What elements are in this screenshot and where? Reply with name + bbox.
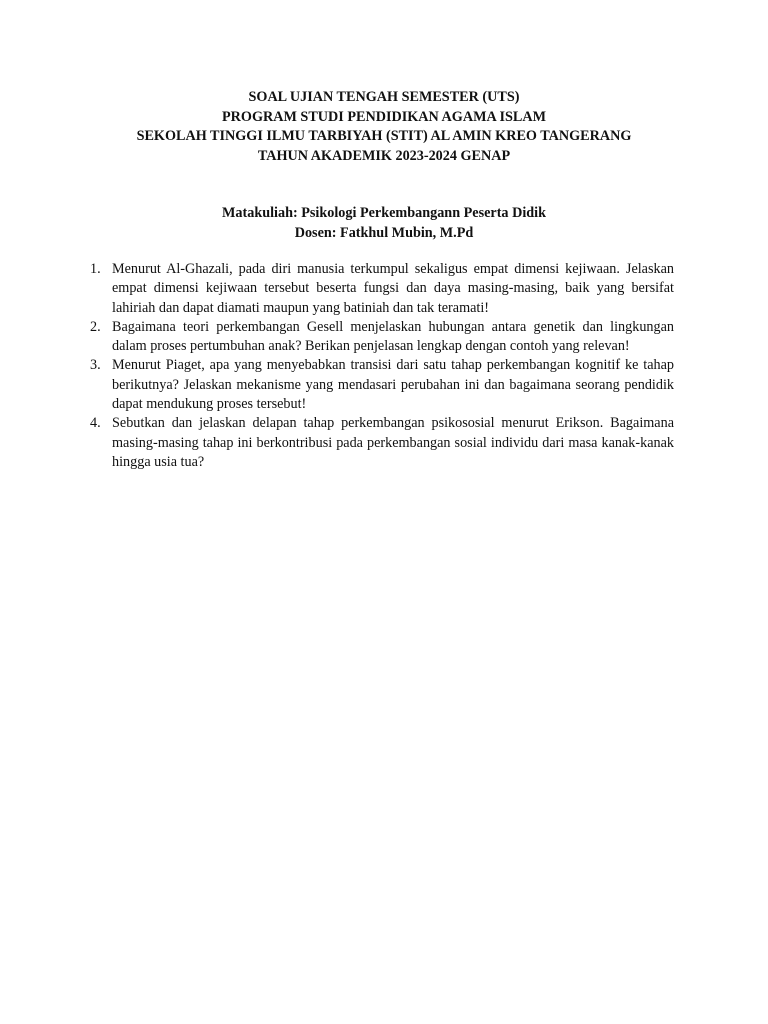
academic-year: TAHUN AKADEMIK 2023-2024 GENAP <box>257 147 511 164</box>
question-text: Bagaimana teori perkembangan Gesell menjelaskan hubungan antara genetik dan lingkungan dalam proses pertumbuhan anak? Berikan penjelasan lengkap dengan contoh yang relevan! <box>112 318 674 355</box>
question-text: Sebutkan dan jelaskan delapan tahap perkembangan psikososial menurut Erikson. Bagaimana masing-masing tahap ini berkontribusi pada perkembangan sosial individu dari masa kanak-kanak hingga usia tua? <box>112 415 674 470</box>
exam-header <box>0 88 768 166</box>
question-list <box>88 260 674 472</box>
institution-name: SEKOLAH TINGGI ILMU TARBIYAH (STIT) AL AMIN KREO TANGERANG <box>136 128 632 144</box>
study-program: PROGRAM STUDI PENDIDIKAN AGAMA ISLAM <box>222 108 546 125</box>
question-text: Menurut Piaget, apa yang menyebabkan transisi dari satu tahap perkembangan kognitif ke tahap berikutnya? Jelaskan mekanisme yang mendasari perubahan ini dan bagaimana seorang pendidik dapat mendukung proses tersebut! <box>112 357 674 413</box>
course-info <box>0 203 768 243</box>
question-number: 4. <box>90 415 101 432</box>
list-item <box>88 318 674 357</box>
question-number: 2. <box>90 318 101 335</box>
question-number: 3. <box>90 357 101 374</box>
list-item <box>88 414 674 472</box>
list-item <box>88 356 674 414</box>
question-text: Menurut Al-Ghazali, pada diri manusia terkumpul sekaligus empat dimensi kejiwaan. Jelaskan empat dimensi kejiwaan tersebut beserta fungsi dan daya masing-masing, baik yang bersifat lahiriah dan dapat diamati maupun yang batiniah dan tak teramati! <box>112 261 674 316</box>
question-number: 1. <box>90 261 101 277</box>
exam-title: SOAL UJIAN TENGAH SEMESTER (UTS) <box>248 89 520 105</box>
list-item <box>88 260 674 318</box>
course-lecturer: Dosen: Fatkhul Mubin, M.Pd <box>294 225 474 241</box>
course-subject: Matakuliah: Psikologi Perkembangann Peserta Didik <box>222 205 546 221</box>
